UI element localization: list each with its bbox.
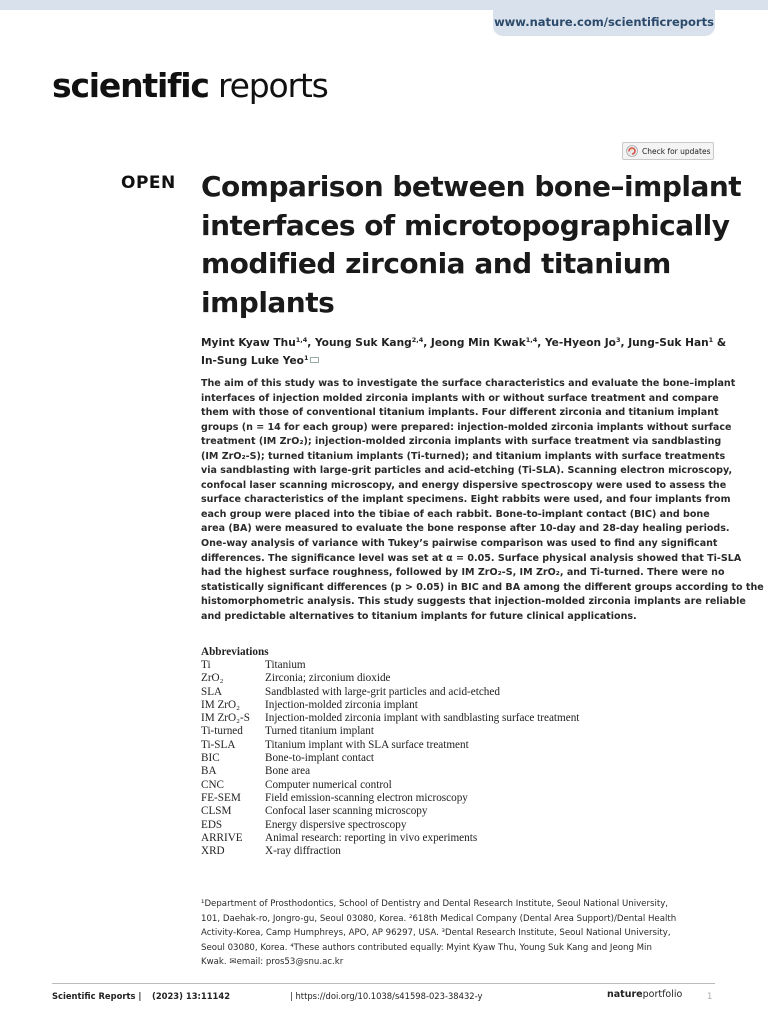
open-access-label: OPEN bbox=[121, 173, 176, 193]
abstract-line: confocal laser scanning microscopy, and energy dispersive spectroscopy were used to assess the bbox=[201, 479, 727, 491]
abbreviation-term: IM ZrO₂ bbox=[201, 698, 241, 711]
abbreviation-row bbox=[201, 698, 418, 712]
abbreviation-definition: Sandblasted with large-grit particles and acid-etched bbox=[265, 685, 500, 698]
footer-journal: Scientific Reports | bbox=[52, 991, 142, 1001]
brand-bold: nature bbox=[607, 989, 643, 1000]
abstract-line: via sandblasting with large-grit particles and acid-etching (Ti-SLA). Scanning electron microscopy, bbox=[201, 465, 733, 477]
abbreviation-definition: Turned titanium implant bbox=[265, 725, 374, 738]
title-line: modified zirconia and titanium bbox=[201, 247, 671, 280]
abbreviation-row bbox=[201, 672, 391, 685]
abbreviation-term: ARRIVE bbox=[201, 831, 243, 844]
author-affiliation-sup: 1 bbox=[303, 354, 309, 362]
abstract-line: groups (n = 14 for each group) were prepared: injection-molded zirconia implants without surface bbox=[201, 421, 732, 433]
abstract-line: had the highest surface roughness, followed by IM ZrO₂-S, IM ZrO₂, and Ti-turned. There were no bbox=[201, 567, 725, 579]
nature-portfolio-logo bbox=[607, 989, 682, 1000]
author-affiliation-sup: 1 bbox=[708, 336, 714, 344]
abbreviation-term: Ti-SLA bbox=[201, 738, 236, 751]
abstract-line: (IM ZrO₂-S); turned titanium implants (Ti-turned); and titanium implants with surface treatments bbox=[201, 450, 726, 462]
page-number: 1 bbox=[707, 991, 713, 1001]
abbreviation-term: EDS bbox=[201, 818, 223, 831]
abbreviations-list bbox=[201, 659, 580, 858]
abbreviation-term: SLA bbox=[201, 685, 223, 698]
author-name: Myint Kyaw Thu bbox=[201, 337, 296, 349]
affiliation-line: Activity-Korea, Camp Humphreys, APO, AP 96297, USA. ³Dental Research Institute, Seoul National University, bbox=[201, 928, 671, 939]
abbreviation-definition: X-ray diffraction bbox=[265, 845, 341, 858]
author-affiliation-sup: 1,4 bbox=[295, 336, 308, 344]
abstract-line: statistically significant differences (p > 0.05) in BIC and BA among the different groups according to the bbox=[201, 581, 764, 593]
abbreviation-term: ZrO₂ bbox=[201, 672, 224, 685]
author-name: , Jeong Min Kwak bbox=[423, 337, 526, 349]
affiliations bbox=[201, 897, 715, 970]
abbreviation-row bbox=[201, 738, 469, 752]
abbreviation-definition: Bone-to-implant contact bbox=[265, 752, 375, 765]
abbreviations-section bbox=[201, 645, 580, 858]
abbreviation-term: FE-SEM bbox=[201, 791, 241, 804]
abbreviation-definition: Injection-molded zirconia implant bbox=[265, 698, 418, 711]
check-for-updates-button[interactable] bbox=[622, 142, 714, 160]
abbreviation-row bbox=[201, 845, 341, 858]
abbreviation-definition: Injection-molded zirconia implant with sandblasting surface treatment bbox=[265, 712, 580, 725]
author-name: , Young Suk Kang bbox=[307, 337, 412, 349]
footer-doi-link[interactable]: | https://doi.org/10.1038/s41598-023-38432-y bbox=[290, 991, 483, 1001]
author-name: , Ye-Hyeon Jo bbox=[537, 337, 616, 349]
author-line-2 bbox=[201, 351, 721, 369]
title-line: Comparison between bone–implant bbox=[201, 170, 742, 203]
abbreviation-row bbox=[201, 659, 306, 672]
author-affiliation-sup: 3 bbox=[615, 336, 621, 344]
abbreviation-definition: Energy dispersive spectroscopy bbox=[265, 818, 407, 831]
author-name: In-Sung Luke Yeo bbox=[201, 355, 304, 367]
check-updates-icon bbox=[626, 145, 638, 157]
abbreviation-row bbox=[201, 725, 374, 738]
journal-name-bold: scientific bbox=[52, 66, 209, 105]
affiliation-line: Kwak. ✉email: pros53@snu.ac.kr bbox=[201, 957, 344, 968]
abbreviation-definition: Field emission-scanning electron microscopy bbox=[265, 791, 468, 804]
abstract-line: and predictable alternatives to titanium implants for future clinical applications. bbox=[201, 610, 637, 622]
abstract-line: differences. The significance level was set at α = 0.05. Surface physical analysis showed that Ti-SLA bbox=[201, 552, 742, 564]
journal-name-light: reports bbox=[218, 66, 328, 105]
affiliation-line: 101, Daehak-ro, Jongro-gu, Seoul 03080, Korea. ²618th Medical Company (Dental Area Support)/Dental Health bbox=[201, 913, 677, 924]
title-line: implants bbox=[201, 285, 335, 319]
footer-volume: (2023) 13:11142 bbox=[152, 991, 231, 1001]
header-band bbox=[0, 0, 768, 10]
abbreviation-term: Ti bbox=[201, 659, 211, 671]
abstract-line: each group were placed into the tibiae of each rabbit. Bone-to-implant contact (BIC) and bone bbox=[201, 508, 710, 520]
affiliation-line: ¹Department of Prosthodontics, School of Dentistry and Dental Research Institute, Seoul National University, bbox=[201, 899, 669, 909]
abstract-line: One-way analysis of variance with Tukey’s pairwise comparison was used to find any significant bbox=[201, 538, 718, 550]
abbreviation-row bbox=[201, 805, 428, 818]
abbreviation-row bbox=[201, 778, 392, 792]
abbreviation-row bbox=[201, 752, 375, 765]
author-line-1 bbox=[201, 333, 727, 351]
author-affiliation-sup: 1,4 bbox=[525, 336, 538, 344]
abbreviation-definition: Titanium implant with SLA surface treatment bbox=[265, 738, 469, 751]
abbreviation-term: BIC bbox=[201, 752, 220, 765]
author-name: & bbox=[713, 337, 727, 349]
abstract-line: them with those of conventional titanium implants. Four different zirconia and titanium implant bbox=[201, 407, 719, 419]
abbreviation-row bbox=[201, 685, 500, 699]
article-title bbox=[201, 168, 742, 322]
abbreviation-definition: Animal research: reporting in vivo experiments bbox=[265, 831, 478, 844]
abbreviation-term: CLSM bbox=[201, 805, 232, 818]
abbreviation-row bbox=[201, 818, 407, 832]
brand-light: portfolio bbox=[642, 989, 683, 1000]
author-affiliation-sup: 2,4 bbox=[411, 336, 424, 344]
abbreviation-definition: Zirconia; zirconium dioxide bbox=[265, 672, 391, 685]
journal-logo bbox=[52, 66, 328, 105]
abbreviation-term: CNC bbox=[201, 778, 225, 791]
abstract-line: treatment (IM ZrO₂); injection-molded zirconia implants with surface treatment via sandblasting bbox=[201, 436, 722, 448]
journal-url-tab[interactable] bbox=[493, 10, 715, 36]
abbreviation-term: BA bbox=[201, 765, 217, 778]
abbreviations-heading: Abbreviations bbox=[201, 646, 269, 658]
abbreviation-definition: Computer numerical control bbox=[265, 778, 392, 791]
abbreviation-row bbox=[201, 831, 478, 845]
abbreviation-row bbox=[201, 791, 468, 805]
abstract-line: histomorphometric analysis. This study suggests that injection-molded zirconia implants are reliable bbox=[201, 596, 746, 608]
abbreviation-term: Ti-turned bbox=[201, 725, 243, 738]
check-updates-label: Check for updates bbox=[642, 146, 711, 156]
email-icon[interactable] bbox=[310, 357, 319, 363]
abstract-line: interfaces of injection molded zirconia implants with or without surface treatment and compare bbox=[201, 392, 719, 404]
abstract-line: area (BA) were measured to evaluate the bone response after 10-day and 28-day healing periods. bbox=[201, 523, 730, 535]
abstract bbox=[201, 377, 764, 624]
author-name: , Jung-Suk Han bbox=[620, 337, 709, 349]
author-list bbox=[201, 333, 727, 369]
abstract-line: The aim of this study was to investigate the surface characteristics and evaluate the bone–implant bbox=[201, 378, 736, 389]
abbreviation-term: IM ZrO₂-S bbox=[201, 712, 250, 725]
affiliation-line: Seoul 03080, Korea. ⁴These authors contributed equally: Myint Kyaw Thu, Young Suk Kang and Jeong Min bbox=[201, 942, 652, 953]
abbreviation-definition: Titanium bbox=[265, 659, 306, 671]
abstract-line: surface characteristics of the implant specimens. Eight rabbits were used, and four implants from bbox=[201, 494, 731, 506]
abbreviation-term: XRD bbox=[201, 845, 225, 858]
footer-divider bbox=[52, 983, 715, 984]
abbreviation-definition: Confocal laser scanning microscopy bbox=[265, 805, 428, 818]
abbreviation-definition: Bone area bbox=[265, 765, 311, 778]
title-line: interfaces of microtopographically bbox=[201, 208, 730, 242]
abbreviation-row bbox=[201, 765, 311, 778]
abbreviation-row bbox=[201, 712, 580, 725]
journal-url[interactable]: www.nature.com/scientificreports bbox=[494, 15, 714, 29]
